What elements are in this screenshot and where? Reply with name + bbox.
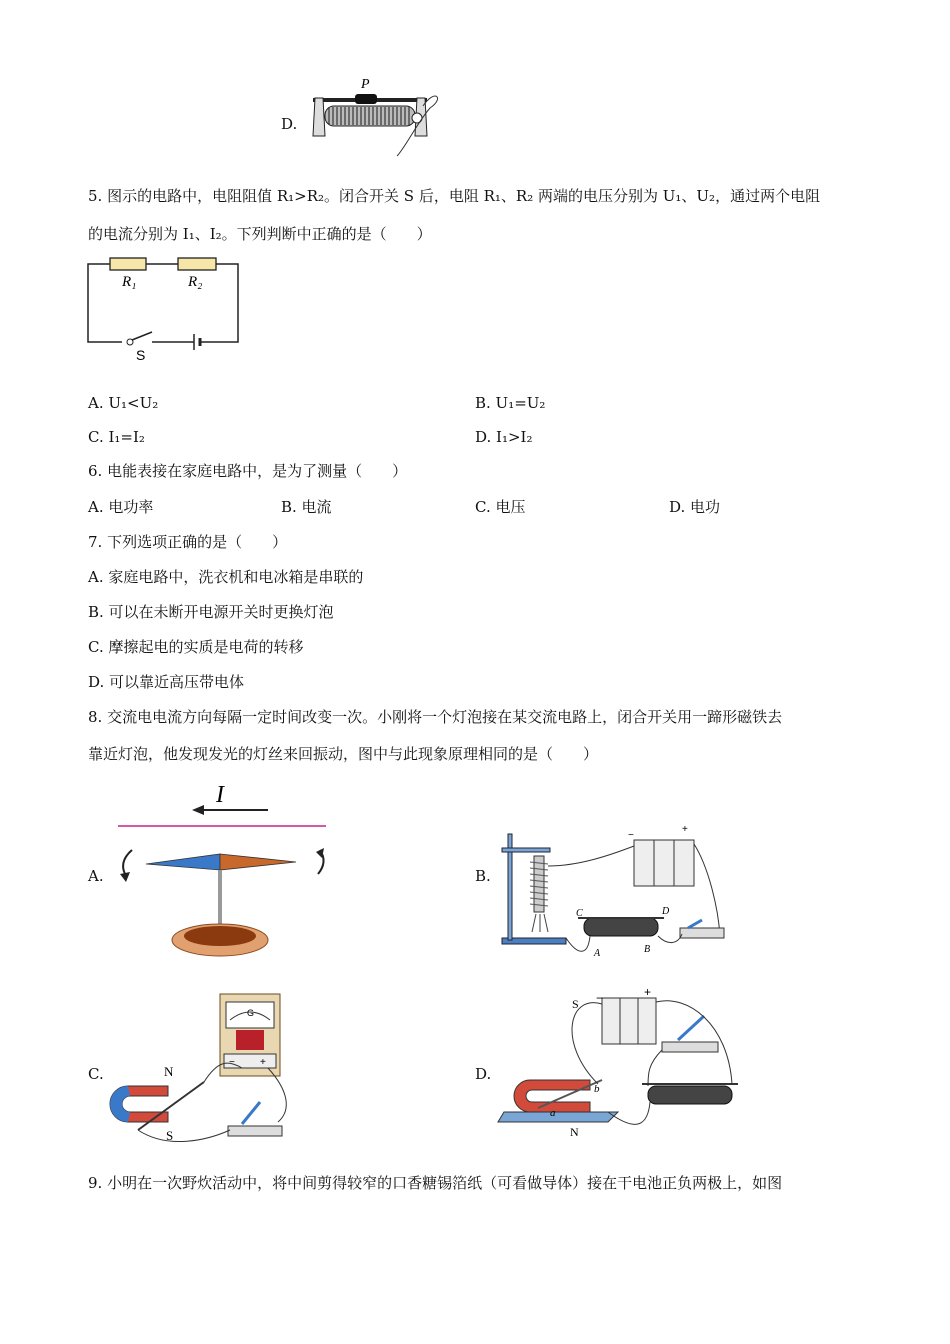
minus-terminal-b: −: [628, 830, 634, 841]
svg-text:A: A: [594, 948, 601, 959]
rheostat-figure: [305, 78, 445, 160]
q7-option-d[interactable]: D. 可以靠近高压带电体: [88, 673, 245, 691]
switch-label: S: [136, 347, 146, 363]
q5-circuit-diagram: [86, 254, 242, 364]
q5-option-a[interactable]: A. U₁<U₂: [88, 394, 159, 412]
q9-stem: 9. 小明在一次野炊活动中，将中间剪得较窄的口香糖锡箔纸（可看做导体）接在干电池正负两极上，如图: [88, 1174, 783, 1192]
svg-text:N: N: [570, 1125, 579, 1139]
q7-option-c[interactable]: C. 摩擦起电的实质是电荷的转移: [88, 638, 304, 656]
q8-figure-d: [498, 984, 744, 1140]
svg-text:b: b: [594, 1083, 600, 1095]
slider-p-label: P: [361, 77, 370, 92]
svg-text:−: −: [596, 991, 604, 1005]
svg-text:S: S: [572, 997, 579, 1011]
svg-text:C: C: [576, 908, 583, 919]
svg-text:−: −: [229, 1057, 235, 1068]
svg-text:D: D: [662, 906, 670, 917]
q5-option-c[interactable]: C. I₁=I₂: [88, 428, 145, 446]
q8-option-b-label[interactable]: B.: [475, 867, 491, 885]
q5-option-d[interactable]: D. I₁>I₂: [475, 428, 533, 446]
q8-figure-c: [108, 990, 298, 1146]
q8-option-d-label[interactable]: D.: [475, 1065, 492, 1083]
q8-figure-a: [108, 778, 338, 964]
svg-text:S: S: [166, 1128, 174, 1143]
q6-stem: 6. 电能表接在家庭电路中，是为了测量（ ）: [88, 462, 408, 480]
svg-text:+: +: [644, 985, 652, 999]
switch-c: [228, 1126, 282, 1136]
svg-text:a: a: [550, 1107, 556, 1119]
rheostat-d: [648, 1086, 732, 1104]
battery-pack-d: [602, 998, 656, 1044]
plus-terminal-b: +: [682, 824, 688, 835]
svg-text:N: N: [164, 1064, 174, 1079]
current-i-label: I: [216, 782, 224, 808]
q8-option-c-label[interactable]: C.: [88, 1065, 104, 1083]
svg-text:G: G: [247, 1008, 255, 1018]
svg-text:+: +: [260, 1057, 266, 1068]
q5-stem-line1: 5. 图示的电路中，电阻阻值 R₁>R₂。闭合开关 S 后，电阻 R₁、R₂ 两端的电压分别为 U₁、U₂，通过两个电阻: [88, 187, 821, 205]
q8-stem-line2: 靠近灯泡，他发现发光的灯丝来回振动，图中与此现象原理相同的是（ ）: [88, 745, 599, 763]
switch: [680, 928, 724, 938]
battery-pack: [634, 840, 694, 886]
svg-text:B: B: [644, 944, 651, 955]
q8-option-a-label[interactable]: A.: [88, 867, 104, 885]
q7-option-b[interactable]: B. 可以在未断开电源开关时更换灯泡: [88, 603, 334, 621]
q8-figure-b: [498, 826, 730, 966]
resistor-r2: [178, 258, 216, 270]
q4-option-d-label[interactable]: D.: [281, 115, 298, 133]
q6-option-b[interactable]: B. 电流: [281, 498, 332, 516]
switch-d: [662, 1042, 718, 1052]
compass-needle: [146, 854, 220, 870]
q6-option-a[interactable]: A. 电功率: [88, 498, 154, 516]
rheostat: [584, 918, 658, 936]
q7-option-a[interactable]: A. 家庭电路中，洗衣机和电冰箱是串联的: [88, 568, 364, 586]
r2-label: R₂: [188, 274, 203, 290]
q6-option-d[interactable]: D. 电功: [669, 498, 721, 516]
q8-stem-line1: 8. 交流电电流方向每隔一定时间改变一次。小刚将一个灯泡接在某交流电路上，闭合开关用一蹄形磁铁去: [88, 708, 783, 726]
q5-option-b[interactable]: B. U₁=U₂: [475, 394, 546, 412]
q7-stem: 7. 下列选项正确的是（ ）: [88, 533, 288, 551]
q5-stem-line2: 的电流分别为 I₁、I₂。下列判断中正确的是（ ）: [88, 225, 432, 243]
r1-label: R₁: [122, 274, 137, 290]
q6-option-c[interactable]: C. 电压: [475, 498, 526, 516]
resistor-r1: [110, 258, 146, 270]
